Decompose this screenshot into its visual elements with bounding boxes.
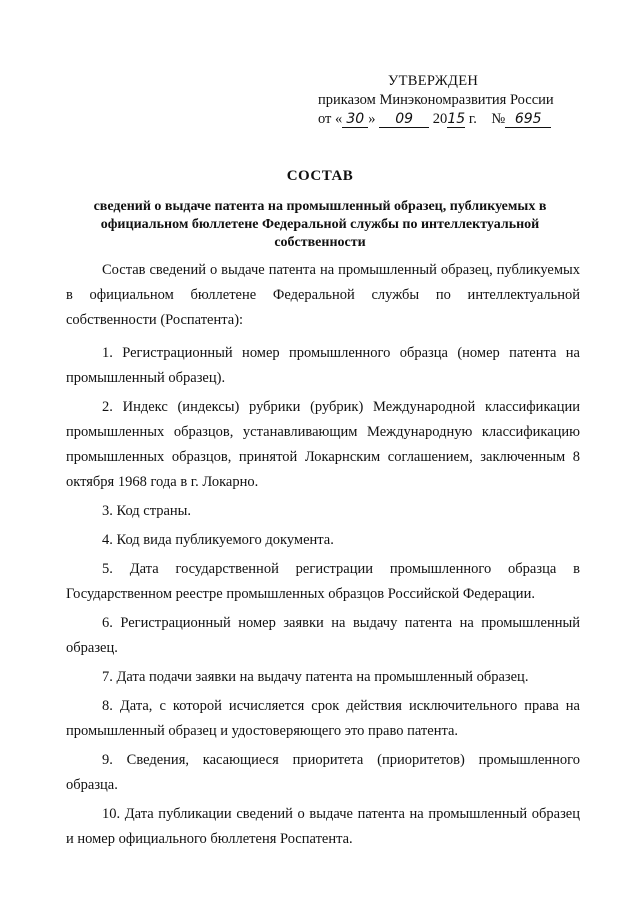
handwritten-number: 695: [505, 112, 551, 128]
list-item: 2. Индекс (индексы) рубрики (рубрик) Международной классификации промышленных образцов, устанавливающим Международную классификацию промышленных образцов, принятой Локарнским соглашением, заключенным 8 октября 1968 года в г. Локарно.: [66, 399, 580, 490]
approval-order: приказом Минэкономразвития России: [318, 92, 554, 108]
handwritten-month: 09: [379, 112, 429, 128]
list-item: 1. Регистрационный номер промышленного образца (номер патента на промышленный образец).: [66, 345, 580, 386]
intro-paragraph: Состав сведений о выдаче патента на промышленный образец, публикуемых в официальном бюллетене Федеральной службы по интеллектуальной собственности (Роспатента):: [66, 262, 580, 328]
list-item: 3. Код страны.: [102, 503, 192, 519]
date-mid: »: [368, 111, 376, 127]
list-item: 7. Дата подачи заявки на выдачу патента на промышленный образец.: [102, 669, 529, 685]
document-title: СОСТАВ: [286, 168, 354, 184]
year-end: г.: [465, 111, 477, 127]
approval-date-line: [318, 110, 588, 129]
number-prefix: №: [491, 111, 506, 127]
document-subtitle: сведений о выдаче патента на промышленный образец, публикуемых в официальном бюллетене Федеральной службы по интеллектуальной собственности: [93, 199, 547, 250]
list-item: 8. Дата, с которой исчисляется срок действия исключительного права на промышленный образец и удостоверяющего это право патента.: [66, 698, 580, 739]
list-item: 6. Регистрационный номер заявки на выдачу патента на промышленный образец.: [66, 615, 580, 656]
date-prefix: от «: [318, 111, 343, 127]
document-body: [66, 258, 580, 856]
list-item: 5. Дата государственной регистрации промышленного образца в Государственном реестре промышленных образцов Российской Федерации.: [66, 561, 580, 602]
approval-stamp: [318, 72, 588, 129]
list-item: 10. Дата публикации сведений о выдаче патента на промышленный образец и номер официального бюллетеня Роспатента.: [66, 806, 580, 847]
list-item: 4. Код вида публикуемого документа.: [102, 532, 334, 548]
year-prefix: 20: [432, 111, 448, 127]
handwritten-day: 30: [342, 112, 368, 128]
approval-title: УТВЕРЖДЕН: [388, 73, 479, 89]
handwritten-year: 15: [447, 111, 466, 127]
list-item: 9. Сведения, касающиеся приоритета (приоритетов) промышленного образца.: [66, 752, 580, 793]
